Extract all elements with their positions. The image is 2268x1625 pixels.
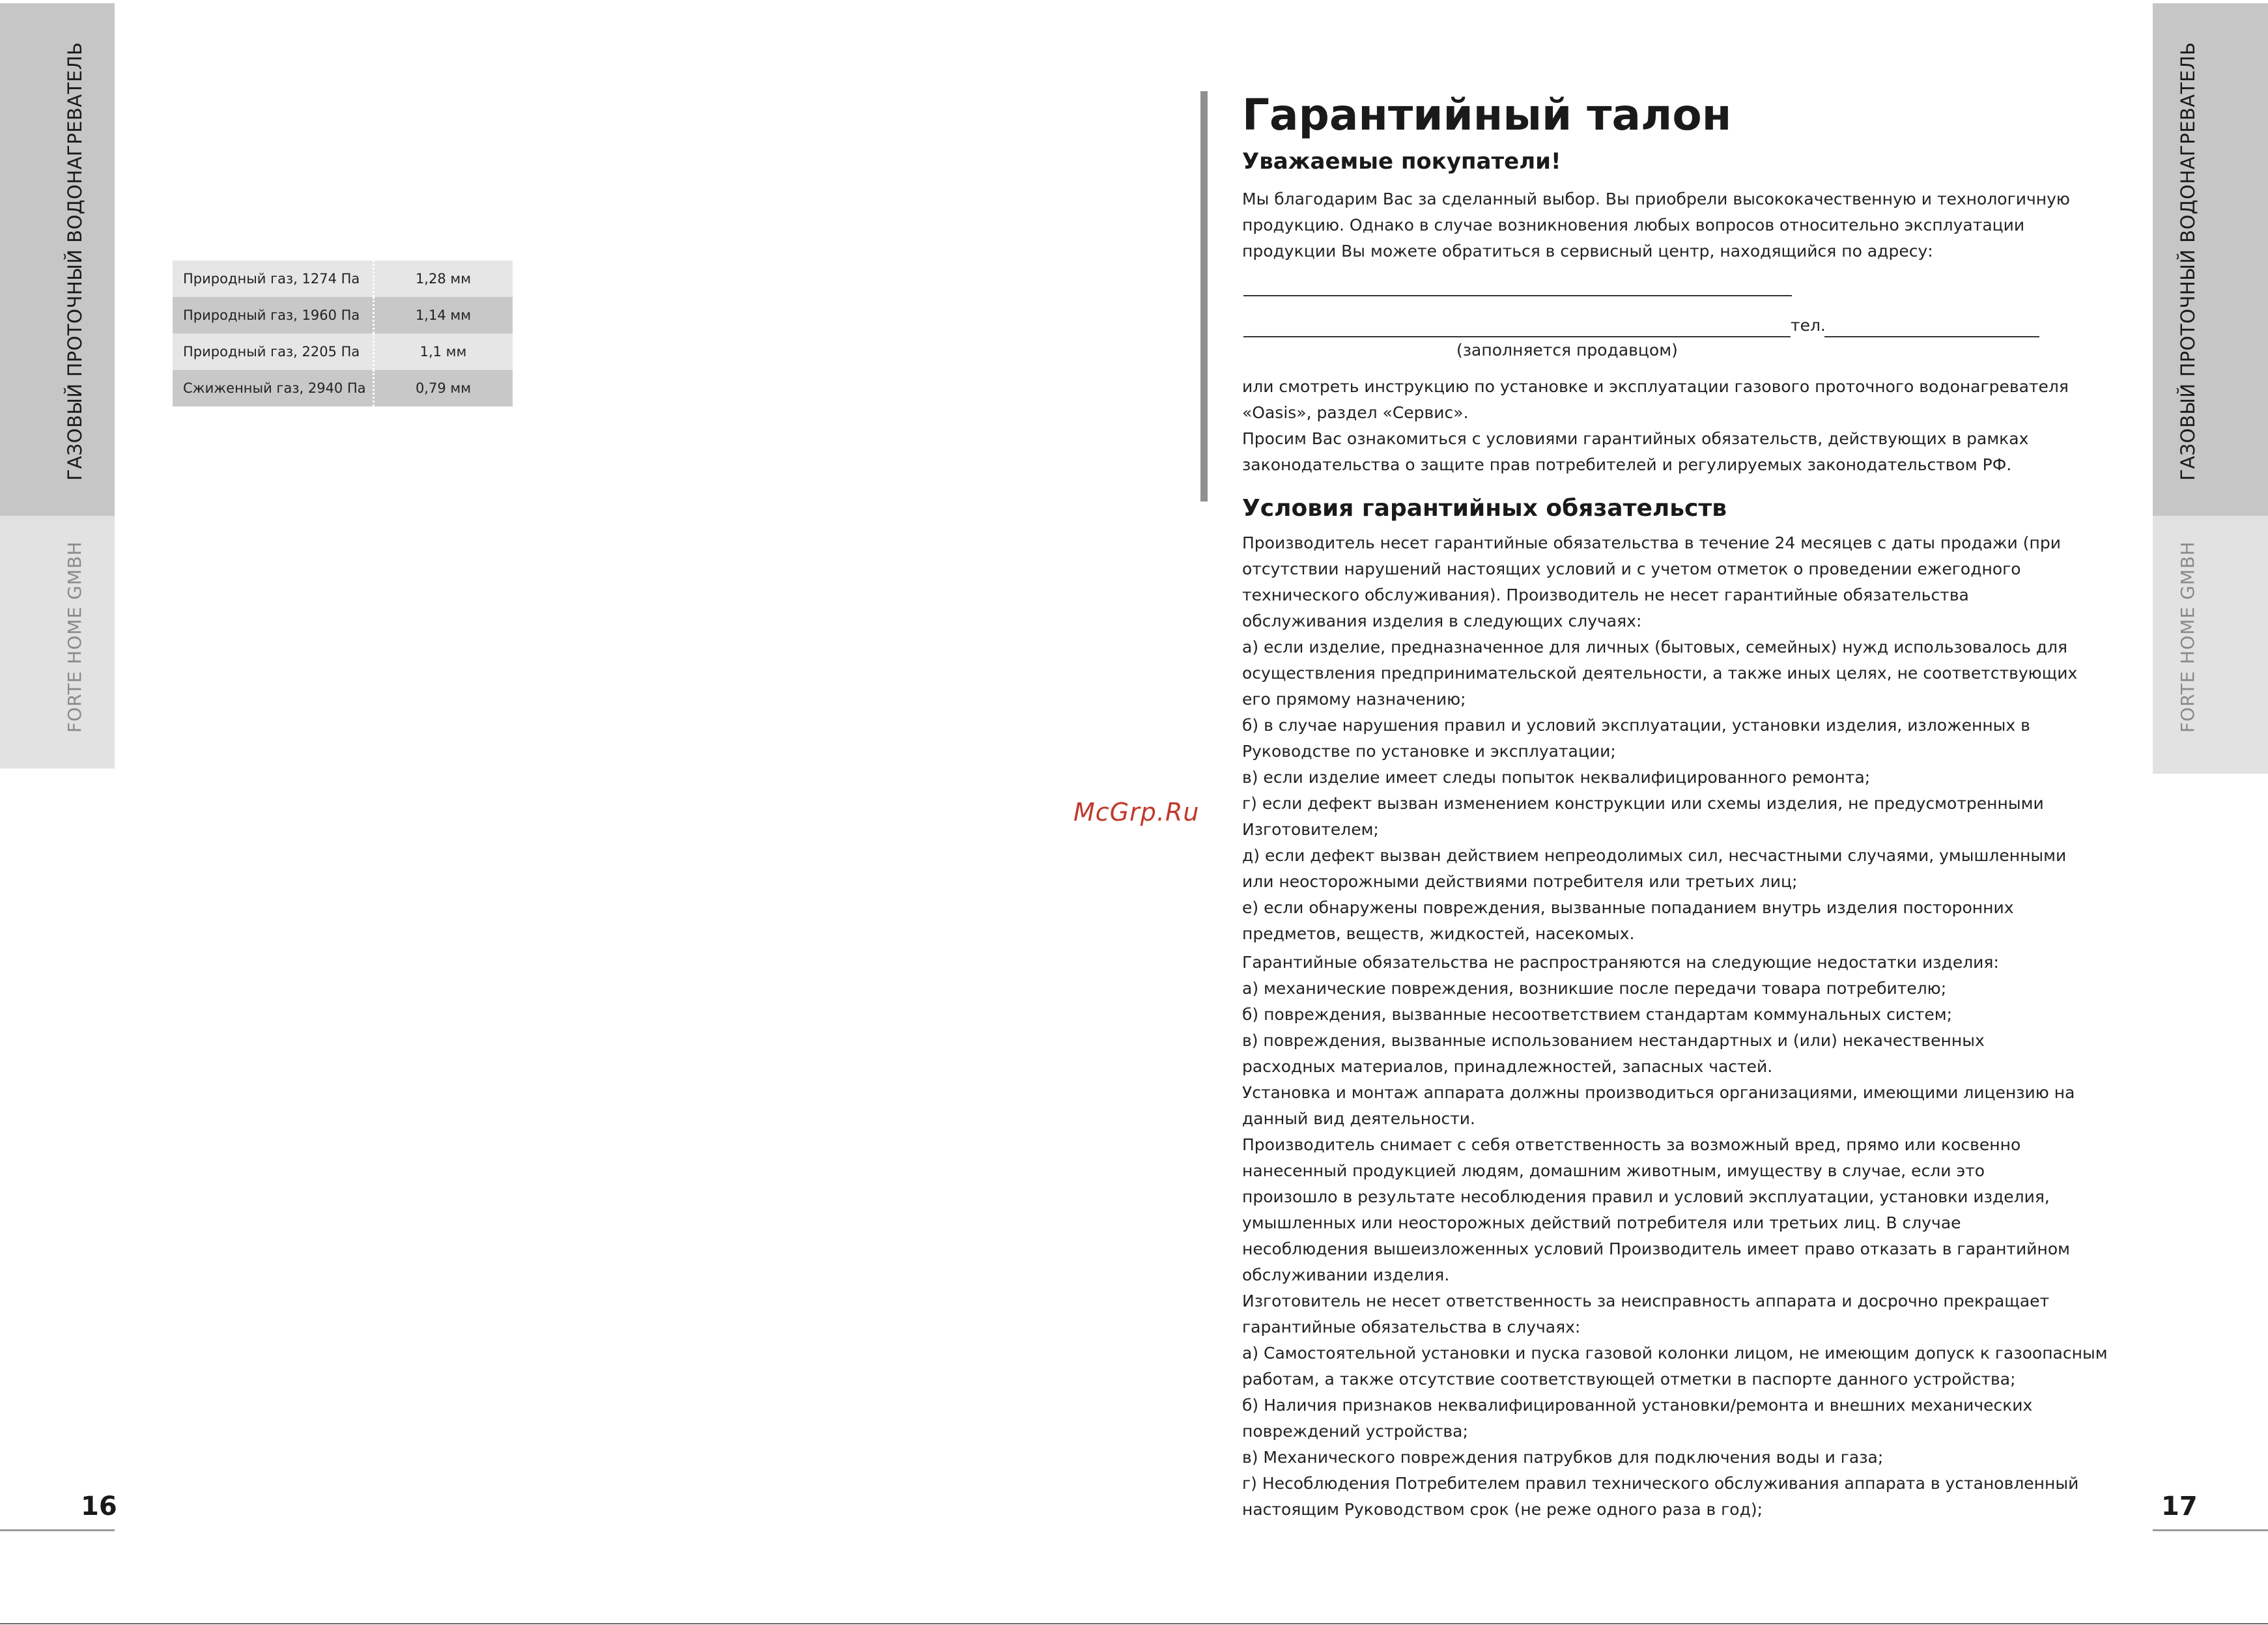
watermark-text: McGrp.Ru: [1073, 798, 1200, 827]
text-line: в) если изделие имеет следы попыток неквалифицированного ремонта;: [1242, 768, 1871, 787]
text-line: б) повреждения, вызванные несоответствием стандартам коммунальных систем;: [1242, 1005, 1953, 1024]
left-sidebar-brand-band: [0, 516, 115, 769]
table-cell-value: 1,28 мм: [373, 261, 513, 297]
text-line: Установка и монтаж аппарата должны производиться организациями, имеющими лицензию на: [1242, 1083, 2075, 1102]
service-paragraph: [1242, 374, 2069, 478]
bottom-edge-line: [0, 1623, 2268, 1624]
text-line: е) если обнаружены повреждения, вызванные попаданием внутрь изделия посторонних: [1242, 898, 2014, 917]
text-line: Производитель снимает с себя ответственность за возможный вред, прямо или косвенно: [1242, 1135, 2021, 1154]
text-line: работам, а также отсутствие соответствующей отметки в паспорте данного устройства;: [1242, 1370, 2016, 1389]
conditions-heading: Условия гарантийных обязательств: [1242, 495, 1727, 522]
conditions-paragraph: [1242, 530, 2077, 947]
left-sidebar-title: ГАЗОВЫЙ ПРОТОЧНЫЙ ВОДОНАГРЕВАТЕЛЬ: [64, 42, 86, 481]
table-row: [173, 333, 513, 370]
text-line: а) если изделие, предназначенное для личных (бытовых, семейных) нужд использовалось для: [1242, 638, 2068, 657]
table-cell-value: 1,1 мм: [373, 333, 513, 370]
text-line: б) Наличия признаков неквалифицированной установки/ремонта и внешних механических: [1242, 1396, 2033, 1415]
text-line: умышленных или неосторожных действий потребителя или третьих лиц. В случае: [1242, 1213, 1961, 1232]
address-fill-line-2: [1243, 336, 1791, 337]
text-line: обслуживании изделия.: [1242, 1265, 1450, 1284]
text-line: б) в случае нарушения правил и условий эксплуатации, установки изделия, изложенных в: [1242, 716, 2030, 735]
right-sidebar-title: ГАЗОВЫЙ ПРОТОЧНЫЙ ВОДОНАГРЕВАТЕЛЬ: [2177, 42, 2199, 481]
text-line: нанесенный продукцией людям, домашним животным, имуществу в случае, если это: [1242, 1161, 1985, 1180]
text-line: «Oasis», раздел «Сервис».: [1242, 403, 1469, 422]
left-sidebar-title-band: [0, 3, 115, 516]
text-line: продукции Вы можете обратиться в сервисный центр, находящийся по адресу:: [1242, 242, 1933, 261]
table-row: [173, 261, 513, 297]
address-fill-line-1: [1243, 295, 1792, 296]
text-line: Изготовителем;: [1242, 820, 1379, 839]
left-foot-divider: [0, 1529, 115, 1531]
left-sidebar-brand: FORTE HOME GMBH: [64, 541, 85, 733]
right-sidebar-brand: FORTE HOME GMBH: [2177, 541, 2198, 733]
text-line: расходных материалов, принадлежностей, запасных частей.: [1242, 1057, 1773, 1076]
text-line: в) Механического повреждения патрубков для подключения воды и газа;: [1242, 1448, 1884, 1467]
right-page-number: 17: [2161, 1491, 2198, 1521]
seller-note: (заполняется продавцом): [1456, 341, 1678, 360]
text-line: законодательства о защите прав потребителей и регулируемых законодательством РФ.: [1242, 455, 2012, 474]
intro-paragraph: [1242, 186, 2070, 264]
text-line: Руководстве по установке и эксплуатации;: [1242, 742, 1616, 761]
text-line: повреждений устройства;: [1242, 1422, 1468, 1441]
table-cell-value: 1,14 мм: [373, 297, 513, 333]
text-line: Производитель несет гарантийные обязательства в течение 24 месяцев с даты продажи (при: [1242, 533, 2061, 552]
text-line: настоящим Руководством срок (не реже одного раза в год);: [1242, 1500, 1763, 1519]
text-line: осуществления предпринимательской деятельности, а также иных целях, не соответствующих: [1242, 664, 2078, 683]
table-cell-label: Природный газ, 2205 Па: [173, 333, 373, 370]
text-line: г) если дефект вызван изменением конструкции или схемы изделия, не предусмотренными: [1242, 794, 2044, 813]
text-line: Просим Вас ознакомиться с условиями гарантийных обязательств, действующих в рамках: [1242, 429, 2029, 448]
right-foot-divider: [2153, 1529, 2268, 1531]
text-line: продукцию. Однако в случае возникновения любых вопросов относительно эксплуатации: [1242, 216, 2025, 234]
text-line: или смотреть инструкцию по установке и эксплуатации газового проточного водонагревателя: [1242, 377, 2069, 396]
text-line: данный вид деятельности.: [1242, 1109, 1475, 1128]
right-sidebar-brand-band: [2153, 516, 2268, 774]
text-line: Изготовитель не несет ответственность за неисправность аппарата и досрочно прекращает: [1242, 1292, 2050, 1310]
table-cell-label: Сжиженный газ, 2940 Па: [173, 370, 373, 406]
text-line: или неосторожными действиями потребителя или третьих лиц;: [1242, 872, 1798, 891]
text-line: его прямому назначению;: [1242, 690, 1466, 709]
text-line: Мы благодарим Вас за сделанный выбор. Вы приобрели высококачественную и технологичную: [1242, 190, 2070, 208]
text-line: несоблюдения вышеизложенных условий Производитель имеет право отказать в гарантийном: [1242, 1239, 2070, 1258]
text-line: в) повреждения, вызванные использованием нестандартных и (или) некачественных: [1242, 1031, 1985, 1050]
text-line: обслуживания изделия в следующих случаях:: [1242, 612, 1642, 630]
greeting-heading: Уважаемые покупатели!: [1242, 148, 1561, 175]
right-sidebar-title-band: [2153, 3, 2268, 516]
phone-fill-line: [1824, 336, 2039, 337]
text-line: г) Несоблюдения Потребителем правил технического обслуживания аппарата в установленный: [1242, 1474, 2079, 1493]
exclusions-paragraph: [1242, 950, 2108, 1523]
table-cell-label: Природный газ, 1960 Па: [173, 297, 373, 333]
table-cell-label: Природный газ, 1274 Па: [173, 261, 373, 297]
text-line: предметов, веществ, жидкостей, насекомых.: [1242, 924, 1635, 943]
table-row: [173, 370, 513, 406]
text-line: Гарантийные обязательства не распространяются на следующие недостатки изделия:: [1242, 953, 1999, 972]
text-line: технического обслуживания). Производитель не несет гарантийные обязательства: [1242, 586, 1969, 604]
gas-pressure-table: [173, 261, 513, 406]
text-line: а) механические повреждения, возникшие после передачи товара потребителю;: [1242, 979, 1947, 998]
heading-accent-bar: [1200, 91, 1208, 502]
text-line: а) Самостоятельной установки и пуска газовой колонки лицом, не имеющим допуск к газоопасным: [1242, 1344, 2108, 1363]
page-title: Гарантийный талон: [1242, 90, 1732, 140]
text-line: гарантийные обязательства в случаях:: [1242, 1318, 1581, 1336]
text-line: д) если дефект вызван действием непреодолимых сил, несчастными случаями, умышленными: [1242, 846, 2067, 865]
phone-label: тел.: [1791, 316, 1826, 335]
left-page-number: 16: [81, 1491, 117, 1521]
text-line: отсутствии нарушений настоящих условий и с учетом отметок о проведении ежегодного: [1242, 559, 2021, 578]
text-line: произошло в результате несоблюдения правил и условий эксплуатации, установки изделия,: [1242, 1187, 2050, 1206]
table-cell-value: 0,79 мм: [373, 370, 513, 406]
table-row: [173, 297, 513, 333]
